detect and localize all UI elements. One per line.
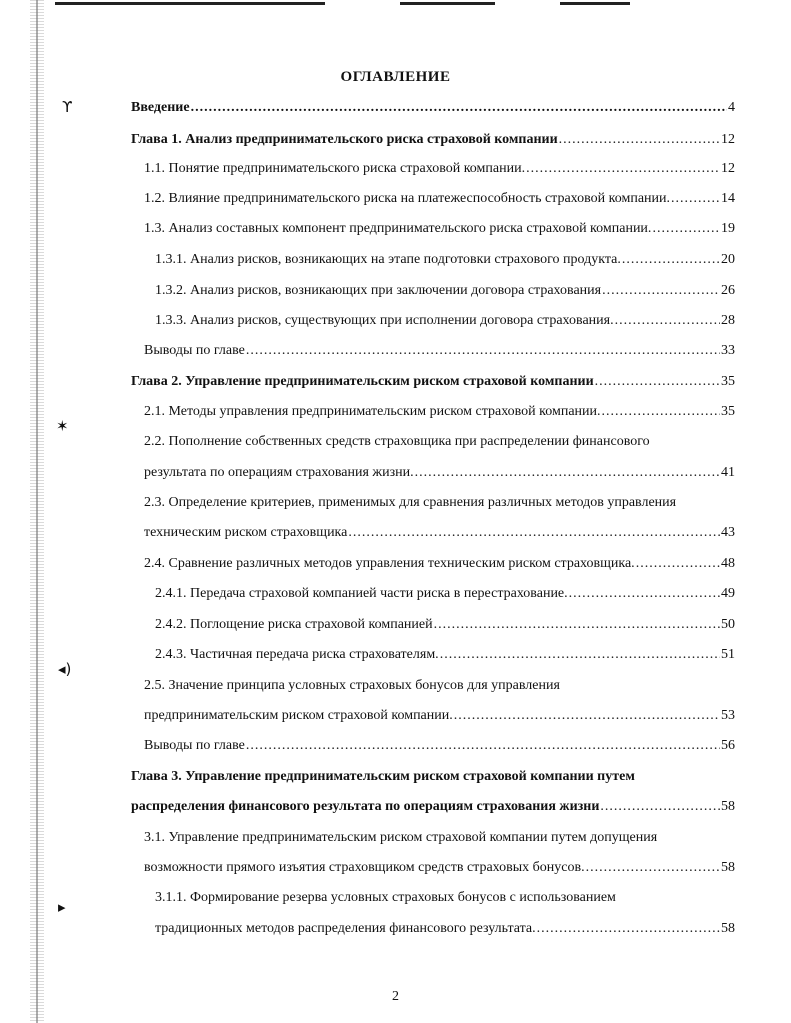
leader-dots (586, 860, 720, 876)
toc-label: 2.4.3. Частичная передача риска страхователям. (155, 647, 439, 662)
toc-page: 35 (721, 374, 735, 389)
toc-entry-2-3-line1[interactable]: 2.3. Определение критериев, применимых для сравнения различных методов управления (144, 495, 677, 510)
toc-page: 43 (721, 525, 735, 540)
toc-page: 48 (721, 556, 735, 571)
leader-dots (434, 617, 720, 633)
toc-label: 1.1. Понятие предпринимательского риска страховой компании. (144, 161, 526, 176)
toc-entry-1-3-3[interactable] (155, 313, 735, 329)
leader-dots (246, 738, 720, 754)
toc-label: Выводы по главе (144, 738, 245, 753)
toc-entry-chapter-3[interactable] (131, 799, 735, 815)
toc-page: 49 (721, 586, 735, 601)
margin-mark-3: ◂) (58, 660, 72, 678)
leader-dots (569, 586, 720, 602)
toc-entry-2-4-2[interactable] (155, 617, 735, 633)
leader-dots (559, 132, 720, 148)
margin-mark-1: ϒ (62, 98, 73, 116)
toc-page: 14 (721, 191, 735, 206)
toc-page: 12 (721, 161, 735, 176)
toc-label: Выводы по главе (144, 343, 245, 358)
toc-label: техническим риском страховщика (144, 525, 348, 540)
leader-dots (602, 404, 720, 420)
toc-label: 1.3. Анализ составных компонент предпринимательского риска страховой компании. (144, 221, 652, 236)
leader-dots (671, 191, 720, 207)
toc-entry-2-1[interactable] (144, 404, 735, 420)
leader-dots (615, 313, 720, 329)
toc-entry-2-2-line1[interactable]: 2.2. Пополнение собственных средств страховщика при распределении финансового (144, 434, 650, 449)
toc-page: 58 (721, 921, 735, 936)
toc-page: 26 (721, 283, 735, 298)
toc-entry-1-3-1[interactable] (155, 252, 735, 268)
leader-dots (191, 100, 727, 116)
toc-label: традиционных методов распределения финансового результата. (155, 921, 536, 936)
toc-entry-1-1[interactable] (144, 161, 735, 177)
toc-entry-chapter-3-line1[interactable]: Глава 3. Управление предпринимательским риском страховой компании путем (131, 769, 635, 784)
toc-label: результата по операциям страхования жизни. (144, 465, 414, 480)
toc-label: распределения финансового результата по операциям страхования жизни (131, 799, 600, 814)
toc-entry-1-3[interactable] (144, 221, 735, 237)
leader-dots (595, 374, 720, 390)
toc-entry-2-5[interactable] (144, 708, 735, 724)
toc-page: 20 (721, 252, 735, 267)
leader-dots (246, 343, 720, 359)
leader-dots (622, 252, 720, 268)
toc-entry-2-4[interactable] (144, 556, 735, 572)
scan-top-line-2 (400, 2, 495, 5)
toc-page: 50 (721, 617, 735, 632)
toc-entry-2-3[interactable] (144, 525, 735, 541)
page-number: 2 (392, 989, 399, 1004)
toc-entry-2-5-line1[interactable]: 2.5. Значение принципа условных страховых бонусов для управления (144, 678, 560, 693)
page-title: ОГЛАВЛЕНИЕ (340, 69, 451, 85)
toc-page: 4 (728, 100, 735, 115)
toc-page: 58 (721, 860, 735, 875)
leader-dots (602, 283, 720, 299)
leader-dots (348, 525, 720, 541)
leader-dots (652, 221, 720, 237)
toc-page: 56 (721, 738, 735, 753)
toc-entry-conclusions-2[interactable] (144, 738, 735, 754)
toc-entry-3-1-line1[interactable]: 3.1. Управление предпринимательским риском страховой компании путем допущения (144, 830, 658, 845)
toc-entry-3-1[interactable] (144, 860, 735, 876)
toc-entry-1-2[interactable] (144, 191, 735, 207)
margin-mark-4: ▸ (58, 898, 66, 916)
toc-label: 1.2. Влияние предпринимательского риска на платежеспособность страховой компании. (144, 191, 671, 206)
toc-label: 2.4.1. Передача страховой компанией части риска в перестрахование. (155, 586, 568, 601)
toc-label: 1.3.1. Анализ рисков, возникающих на этапе подготовки страхового продукта. (155, 252, 621, 267)
toc-entry-chapter-2[interactable] (131, 374, 735, 390)
leader-dots (415, 465, 720, 481)
leader-dots (600, 799, 720, 815)
leader-dots (537, 921, 720, 937)
leader-dots (440, 647, 720, 663)
toc-page: 41 (721, 465, 735, 480)
leader-dots (526, 161, 720, 177)
toc-label: предпринимательским риском страховой компании. (144, 708, 453, 723)
toc-entry-intro[interactable] (131, 100, 735, 116)
toc-page: 33 (721, 343, 735, 358)
toc-entry-3-1-1-line1[interactable]: 3.1.1. Формирование резерва условных страховых бонусов с использованием (155, 890, 616, 905)
toc-entry-3-1-1[interactable] (155, 921, 735, 937)
scan-left-edge-line (36, 0, 38, 1023)
toc-entry-2-4-1[interactable] (155, 586, 735, 602)
toc-label: 2.4.2. Поглощение риска страховой компанией (155, 617, 433, 632)
toc-label: 1.3.3. Анализ рисков, существующих при исполнении договора страхования. (155, 313, 614, 328)
margin-mark-2: ✶ (56, 417, 69, 435)
toc-page: 28 (721, 313, 735, 328)
toc-page: 12 (721, 132, 735, 147)
toc-page: 58 (721, 799, 735, 814)
toc-page: 19 (721, 221, 735, 236)
toc-entry-2-4-3[interactable] (155, 647, 735, 663)
leader-dots (454, 708, 720, 724)
leader-dots (636, 556, 720, 572)
toc-label: Глава 2. Управление предпринимательским риском страховой компании (131, 374, 594, 389)
toc-label: 2.1. Методы управления предпринимательским риском страховой компании. (144, 404, 601, 419)
toc-label: Введение (131, 100, 190, 115)
toc-label: возможности прямого изъятия страховщиком средств страховых бонусов. (144, 860, 585, 875)
toc-label: Глава 1. Анализ предпринимательского риска страховой компании (131, 132, 558, 147)
toc-page: 35 (721, 404, 735, 419)
toc-label: 2.4. Сравнение различных методов управления техническим риском страховщика. (144, 556, 635, 571)
toc-entry-chapter-1[interactable] (131, 132, 735, 148)
toc-entry-conclusions-1[interactable] (144, 343, 735, 359)
toc-page: 51 (721, 647, 735, 662)
scan-top-line-3 (560, 2, 630, 5)
toc-entry-1-3-2[interactable] (155, 283, 735, 299)
toc-page: 53 (721, 708, 735, 723)
toc-entry-2-2[interactable] (144, 465, 735, 481)
scan-top-line-1 (55, 2, 325, 5)
toc-label: 1.3.2. Анализ рисков, возникающих при заключении договора страхования (155, 283, 602, 298)
